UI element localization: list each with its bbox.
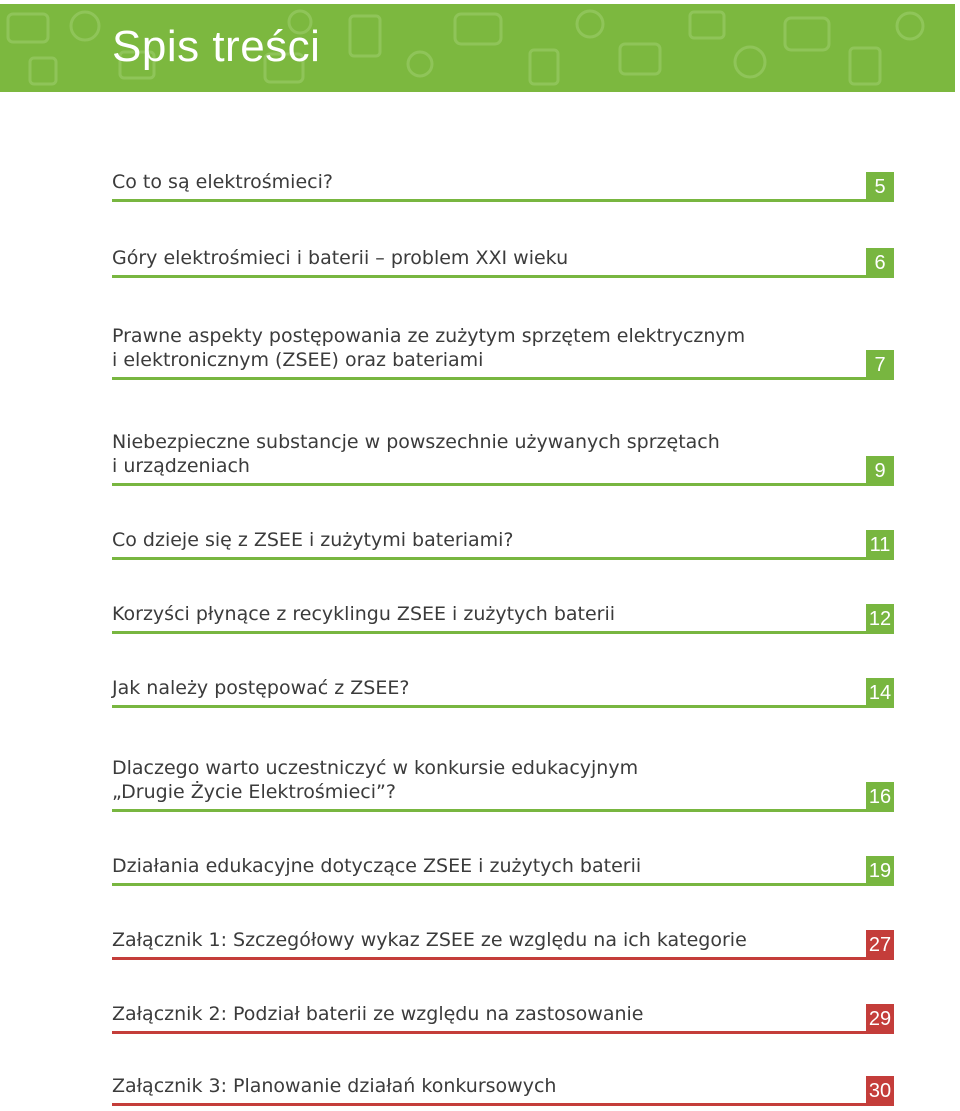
toc-page-number: 9 (866, 456, 894, 486)
toc-page-number: 27 (866, 930, 894, 960)
toc-entry-title: Dlaczego warto uczestniczyć w konkursie edukacyjnym „Drugie Życie Elektrośmieci”? (112, 757, 639, 803)
toc-entry[interactable] (112, 518, 894, 560)
toc-entry-title: Niebezpieczne substancje w powszechnie używanych sprzętach i urządzeniach (112, 431, 720, 477)
toc-entry-underline (112, 1103, 866, 1106)
toc-entry[interactable] (112, 160, 894, 202)
toc-page-number: 19 (866, 856, 894, 886)
toc-entry-title: Jak należy postępować z ZSEE? (112, 677, 410, 699)
toc-entry[interactable] (112, 1064, 894, 1106)
toc-page-number: 5 (866, 172, 894, 202)
toc-entry[interactable] (112, 992, 894, 1034)
toc-entry-underline (112, 883, 866, 886)
page-title: Spis treści (112, 22, 321, 71)
toc-entry-underline (112, 1031, 866, 1034)
toc-page-number: 14 (866, 678, 894, 708)
toc-page-number: 29 (866, 1004, 894, 1034)
toc-entry-title: Korzyści płynące z recyklingu ZSEE i zużytych baterii (112, 603, 616, 625)
toc-entry-title: Prawne aspekty postępowania ze zużytym sprzętem elektrycznym i elektronicznym (ZSEE) oraz bateriami (112, 325, 746, 371)
toc-entry-title: Co dzieje się z ZSEE i zużytymi bateriami? (112, 529, 514, 551)
toc-entry-title: Działania edukacyjne dotyczące ZSEE i zużytych baterii (112, 855, 642, 877)
toc-page-number: 11 (866, 530, 894, 560)
toc-page-number: 16 (866, 782, 894, 812)
toc-entry-underline (112, 957, 866, 960)
toc-entry-underline (112, 483, 866, 486)
toc-entry[interactable] (112, 318, 894, 380)
toc-entry-title: Góry elektrośmieci i baterii – problem XXI wieku (112, 247, 569, 269)
toc-page-number: 30 (866, 1076, 894, 1106)
toc-entry[interactable] (112, 424, 894, 486)
toc-page-number: 7 (866, 350, 894, 380)
toc-entry[interactable] (112, 592, 894, 634)
toc-entry-underline (112, 275, 866, 278)
toc-entry-title: Załącznik 3: Planowanie działań konkursowych (112, 1075, 557, 1097)
toc-entry-underline (112, 705, 866, 708)
toc-entry-underline (112, 199, 866, 202)
toc-entry[interactable] (112, 236, 894, 278)
toc-entry-title: Załącznik 1: Szczegółowy wykaz ZSEE ze względu na ich kategorie (112, 929, 747, 951)
toc-entry[interactable] (112, 918, 894, 960)
toc-page-number: 12 (866, 604, 894, 634)
toc-entry-title: Załącznik 2: Podział baterii ze względu na zastosowanie (112, 1003, 644, 1025)
toc-entry[interactable] (112, 844, 894, 886)
toc-entry-underline (112, 557, 866, 560)
toc-page-number: 6 (866, 248, 894, 278)
toc-entry-underline (112, 377, 866, 380)
toc-entry-title: Co to są elektrośmieci? (112, 171, 333, 193)
toc-entry-underline (112, 631, 866, 634)
toc-entry[interactable] (112, 666, 894, 708)
toc-entry[interactable] (112, 750, 894, 812)
toc-entry-underline (112, 809, 866, 812)
